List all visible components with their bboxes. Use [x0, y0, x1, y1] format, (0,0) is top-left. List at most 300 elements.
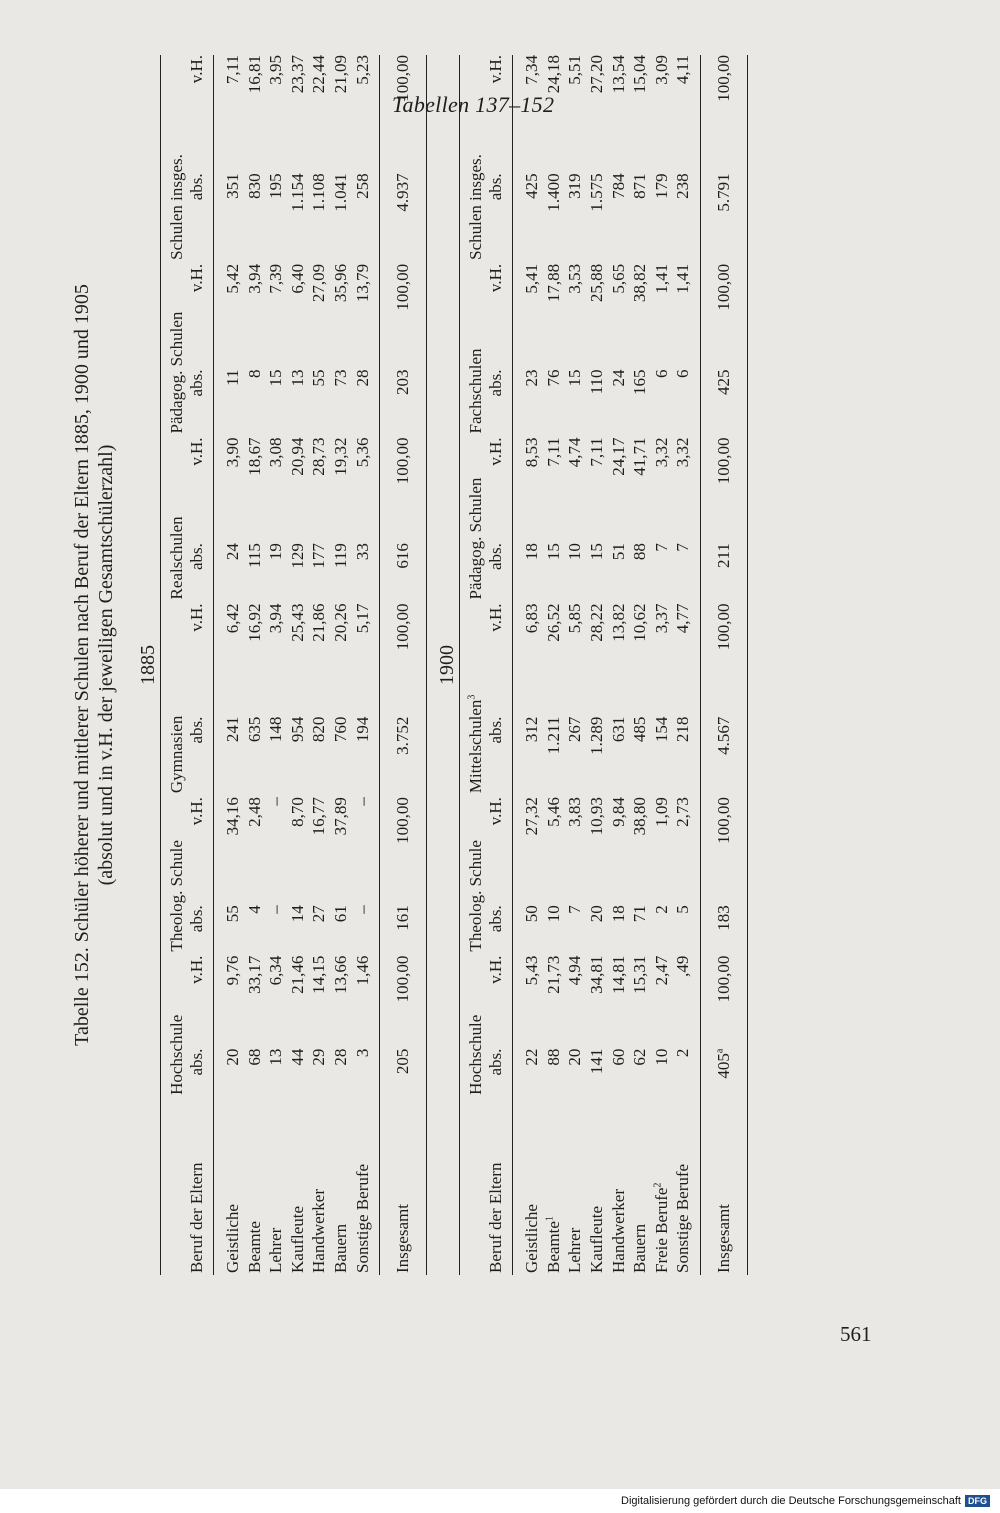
- table-cell: 141: [586, 1048, 606, 1075]
- table-cell: 8,70: [287, 797, 307, 827]
- total-value: 100,00: [713, 603, 733, 651]
- total-value: 5.791: [713, 173, 733, 212]
- total-cell: [380, 717, 427, 797]
- table-cell: 13: [266, 1048, 286, 1066]
- row-label: [265, 1099, 287, 1275]
- table-cell: 3,37: [651, 603, 671, 634]
- table-cell: 76: [543, 369, 563, 387]
- row-label-text: Lehrer: [266, 1227, 286, 1273]
- column-group-header: [460, 264, 487, 438]
- total-value: 100,00: [393, 797, 413, 844]
- table-cell: 2: [651, 905, 671, 914]
- table-cell: 16,77: [309, 797, 329, 836]
- table-cell: 1,46: [352, 955, 372, 986]
- table-cell: 71: [630, 905, 650, 923]
- row-label-text: Kaufleute: [287, 1205, 307, 1273]
- table-row: [265, 55, 287, 1275]
- row-label: [308, 1099, 330, 1275]
- row-label: [543, 1099, 565, 1275]
- table-cell: 68: [244, 1048, 264, 1066]
- table-cell: 23,37: [287, 55, 307, 94]
- table-cell: 41,71: [630, 437, 650, 476]
- table-cell: 22,44: [309, 55, 329, 94]
- table-cell: 21,86: [309, 603, 329, 642]
- table-cell: 11: [223, 369, 242, 386]
- column-subheader-abs: abs.: [486, 905, 513, 955]
- table-cell: 28,73: [309, 437, 329, 476]
- table-cell: 20: [223, 1048, 242, 1066]
- table-row: [244, 55, 266, 1275]
- table-cell: 16,92: [244, 603, 264, 642]
- column-header-beruf: Beruf der Eltern: [460, 1099, 513, 1275]
- total-value: 3.752: [393, 716, 413, 755]
- dfg-logo: DFG: [965, 1495, 990, 1507]
- column-group-label: Hochschule: [466, 1014, 486, 1095]
- column-subheader-vh: v.H.: [486, 264, 513, 370]
- table-cell: 115: [244, 543, 264, 568]
- table-cell: 3,32: [651, 437, 671, 468]
- footnote-marker: a: [714, 1048, 726, 1054]
- table-cell: 24,18: [543, 55, 563, 94]
- row-label: [244, 1099, 266, 1275]
- row-label: [672, 1099, 700, 1275]
- total-cell: [700, 543, 747, 603]
- footnote-marker: 1: [544, 1216, 556, 1222]
- total-value: 100,00: [393, 263, 413, 311]
- table-row: [543, 55, 565, 1275]
- table-cell: 27,32: [522, 797, 542, 836]
- row-label: [608, 1099, 630, 1275]
- table-cell: 4,94: [565, 955, 585, 986]
- row-label-text: Lehrer: [565, 1227, 585, 1273]
- total-cell: [380, 603, 427, 716]
- table-cell: 5,51: [565, 55, 585, 85]
- table-row: [651, 55, 673, 1275]
- column-group-header: [161, 956, 188, 1099]
- table-cell: 10: [565, 543, 585, 561]
- table-cell: 8: [244, 369, 264, 379]
- table-cell: 319: [565, 173, 585, 199]
- table-cell: 6,83: [522, 603, 542, 634]
- total-cell: [700, 55, 747, 173]
- table-cell: 425: [522, 173, 542, 199]
- column-subheader-vh: v.H.: [187, 956, 214, 1049]
- column-subheader-vh: v.H.: [486, 603, 513, 716]
- year-heading-1885: 1885: [137, 645, 159, 685]
- table-cell: 1.108: [309, 173, 329, 212]
- table-cell: 44: [287, 1048, 307, 1066]
- table-cell: 485: [630, 716, 650, 743]
- table-cell: 13,82: [608, 603, 628, 642]
- table-row: [586, 55, 608, 1275]
- total-cell: [380, 55, 427, 173]
- table-cell: 5,23: [352, 55, 372, 85]
- row-label-text: Geistliche: [522, 1204, 542, 1273]
- table-cell: 37,89: [330, 797, 350, 836]
- table-total: [700, 55, 747, 1275]
- table-cell: 28: [330, 1048, 350, 1066]
- table-cell: 2,73: [673, 797, 693, 827]
- total-cell: [700, 370, 747, 438]
- row-label-text: Handwerker: [309, 1188, 329, 1273]
- table-cell: 10,62: [630, 603, 650, 642]
- column-subheader-vh: v.H.: [486, 55, 513, 173]
- column-group-header: [460, 437, 487, 603]
- table-cell: 218: [673, 716, 693, 743]
- table-cell: 3,83: [565, 797, 585, 827]
- table-cell: 24: [608, 369, 628, 387]
- table-cell: 7,11: [223, 55, 242, 85]
- table-cell: 3,90: [223, 437, 242, 468]
- row-label-text: Sonstige Berufe: [352, 1163, 372, 1273]
- row-label-text: Geistliche: [223, 1204, 242, 1273]
- column-group-label: Mittelschulen: [466, 699, 486, 794]
- table-cell: 6: [673, 369, 693, 379]
- header-row-groups: [161, 55, 188, 1275]
- total-value: 100,00: [713, 437, 733, 485]
- column-group-header: [460, 603, 487, 797]
- table-cell: 35,96: [330, 263, 350, 303]
- table-row: [308, 55, 330, 1275]
- running-head: Tabellen 137–152: [392, 92, 555, 117]
- table-cell: 27,20: [586, 55, 606, 94]
- total-cell: [380, 173, 427, 264]
- table-cell: 194: [352, 716, 372, 743]
- column-subheader-abs: abs.: [486, 717, 513, 797]
- table-cell: 15,04: [630, 55, 650, 94]
- column-subheader-vh: v.H.: [187, 437, 214, 543]
- total-value: 425: [713, 369, 733, 396]
- column-subheader-abs: abs.: [486, 370, 513, 438]
- footnote-marker: 3: [466, 694, 478, 700]
- table-cell: 25,88: [586, 263, 606, 303]
- table-cell: 2: [673, 1048, 693, 1058]
- table-cell: 33: [352, 543, 372, 561]
- column-subheader-abs: abs.: [187, 173, 214, 264]
- column-subheader-vh: v.H.: [187, 55, 214, 173]
- table-cell: 3: [352, 1048, 372, 1058]
- table-cell: 62: [630, 1048, 650, 1066]
- table-row: [287, 55, 309, 1275]
- column-subheader-abs: abs.: [187, 1049, 214, 1099]
- table-cell: 28: [352, 369, 372, 387]
- row-label: [287, 1099, 309, 1275]
- table-cell: 5,65: [608, 263, 628, 294]
- column-subheader-abs: abs.: [486, 1049, 513, 1099]
- table-cell: 21,73: [543, 955, 563, 994]
- column-subheader-vh: v.H.: [187, 797, 214, 905]
- table-cell: 18,67: [244, 437, 264, 476]
- table-cell: ,49: [673, 955, 693, 977]
- table-cell: 195: [266, 173, 286, 199]
- table-cell: 1.575: [586, 173, 606, 212]
- row-label: Insgesamt: [700, 1099, 747, 1275]
- table-cell: 4,77: [673, 603, 693, 634]
- table-row: [352, 55, 380, 1275]
- table-cell: 5: [673, 905, 693, 914]
- table-cell: 3,32: [673, 437, 693, 468]
- table-cell: 34,16: [223, 797, 242, 836]
- table-cell: 19: [266, 543, 286, 561]
- table-cell: 1,41: [651, 263, 671, 294]
- digitization-footer: [0, 1489, 1000, 1513]
- total-value: 100,00: [393, 603, 413, 651]
- table-cell: 784: [608, 173, 628, 199]
- table-cell: 34,81: [586, 955, 606, 994]
- table-cell: 830: [244, 173, 264, 199]
- table-subtitle: (absolut und in v.H. der jeweiligen Gesamtschülerzahl): [95, 444, 117, 886]
- row-label: [651, 1099, 673, 1275]
- table-cell: 20: [565, 1048, 585, 1066]
- table-cell: 15: [266, 369, 286, 387]
- row-label-text: Bauern: [330, 1223, 350, 1273]
- table-cell: 7: [651, 543, 671, 552]
- table-cell: 7,11: [543, 437, 563, 467]
- column-group-label: Gymnasien: [167, 715, 186, 794]
- table-cell: 154: [651, 716, 671, 743]
- total-value: 4.937: [393, 173, 413, 212]
- table-cell: 4,74: [565, 437, 585, 468]
- column-header-beruf: Beruf der Eltern: [161, 1099, 214, 1275]
- table-cell: 20,94: [287, 437, 307, 476]
- column-group-header: [161, 603, 188, 797]
- total-cell: [700, 173, 747, 264]
- table-cell: 3,53: [565, 263, 585, 294]
- header-row-units: [486, 55, 513, 1275]
- total-value: 405: [713, 1053, 733, 1079]
- table-cell: 4: [244, 905, 264, 914]
- row-label-text: Freie Berufe: [651, 1187, 671, 1273]
- table-cell: 351: [223, 173, 242, 199]
- table-cell: 110: [586, 369, 606, 395]
- row-label-text: Beamte: [244, 1221, 264, 1273]
- table-cell: 19,32: [330, 437, 350, 476]
- table-cell: 55: [309, 369, 329, 387]
- total-value: 203: [393, 369, 413, 396]
- total-cell: [380, 543, 427, 603]
- table-cell: 119: [330, 543, 350, 568]
- table-cell: 10: [543, 905, 563, 923]
- table-cell: 14,81: [608, 955, 628, 994]
- row-label: [513, 1099, 543, 1275]
- total-row: [700, 55, 747, 1275]
- total-cell: [380, 797, 427, 905]
- total-cell: [380, 437, 427, 543]
- table-cell: 1.154: [287, 173, 307, 212]
- total-cell: [700, 956, 747, 1049]
- table-cell: –: [266, 797, 286, 806]
- table-cell: 312: [522, 716, 542, 743]
- table-body: [513, 55, 701, 1275]
- table-cell: 60: [608, 1048, 628, 1066]
- table-row: [330, 55, 352, 1275]
- table-cell: 51: [608, 543, 628, 561]
- table-cell: 55: [223, 905, 242, 923]
- table-cell: 26,52: [543, 603, 563, 642]
- table-cell: 15,31: [630, 955, 650, 994]
- column-group-label: Realschulen: [167, 516, 186, 600]
- table-cell: 3,95: [266, 55, 286, 85]
- table-cell: 871: [630, 173, 650, 199]
- table-cell: –: [266, 905, 286, 914]
- total-cell: [380, 370, 427, 438]
- table-cell: 21,46: [287, 955, 307, 994]
- table-row: [564, 55, 586, 1275]
- total-cell: [700, 717, 747, 797]
- table-row: [608, 55, 630, 1275]
- table-cell: 18: [608, 905, 628, 923]
- table-cell: 27: [309, 905, 329, 923]
- table-cell: 1,41: [673, 263, 693, 294]
- total-cell: [700, 603, 747, 716]
- total-value: 161: [393, 905, 413, 931]
- table-cell: 25,43: [287, 603, 307, 642]
- table-cell: 33,17: [244, 955, 264, 994]
- table-cell: 13,79: [352, 263, 372, 303]
- table-cell: 267: [565, 716, 585, 743]
- table-cell: 8,53: [522, 437, 542, 468]
- row-label: Insgesamt: [380, 1099, 427, 1275]
- table-cell: 20: [586, 905, 606, 923]
- table-title: Tabelle 152. Schüler höherer und mittlerer Schulen nach Beruf der Eltern 1885, 1900 und 1905: [71, 284, 93, 1046]
- total-value: 616: [393, 543, 413, 569]
- table-1885: [160, 55, 427, 1275]
- table-cell: 1.289: [586, 716, 606, 755]
- table-cell: 3,08: [266, 437, 286, 468]
- table-cell: 38,80: [630, 797, 650, 836]
- row-label: [352, 1099, 380, 1275]
- column-group-label: Schulen insges.: [466, 154, 486, 260]
- column-subheader-abs: abs.: [187, 905, 214, 955]
- table-cell: 2,47: [651, 955, 671, 986]
- total-cell: [380, 956, 427, 1049]
- row-label-text: Handwerker: [608, 1188, 628, 1273]
- table-cell: 50: [522, 905, 542, 923]
- table-cell: 88: [543, 1048, 563, 1066]
- total-cell: [380, 264, 427, 370]
- row-label-text: Bauern: [630, 1223, 650, 1273]
- table-cell: 165: [630, 369, 650, 396]
- column-subheader-vh: v.H.: [486, 956, 513, 1049]
- table-cell: 258: [352, 173, 372, 199]
- column-subheader-abs: abs.: [486, 173, 513, 264]
- table-cell: 7,11: [586, 437, 606, 467]
- column-group-header: [460, 956, 487, 1099]
- table-cell: 18: [522, 543, 542, 561]
- column-group-label: Pädagog. Schulen: [466, 477, 486, 600]
- table-cell: 6: [651, 369, 671, 379]
- column-group-header: [161, 55, 188, 264]
- row-label-text: Sonstige Berufe: [673, 1163, 693, 1273]
- table-cell: 13,66: [330, 955, 350, 994]
- column-subheader-vh: v.H.: [486, 437, 513, 543]
- table-cell: 20,26: [330, 603, 350, 642]
- column-subheader-abs: abs.: [187, 543, 214, 603]
- column-subheader-abs: abs.: [486, 543, 513, 603]
- total-cell: [380, 1049, 427, 1099]
- table-cell: 3,94: [266, 603, 286, 634]
- column-group-label: Schulen insges.: [167, 154, 186, 260]
- table-cell: 238: [673, 173, 693, 199]
- table-cell: 15: [586, 543, 606, 561]
- column-subheader-vh: v.H.: [187, 264, 214, 370]
- column-group-header: [161, 437, 188, 603]
- table-cell: 13,54: [608, 55, 628, 94]
- column-group-label: Theolog. Schule: [167, 840, 186, 952]
- table-cell: 5,17: [352, 603, 372, 634]
- column-group-header: [161, 264, 188, 438]
- table-cell: 10: [651, 1048, 671, 1066]
- table-header: [161, 55, 214, 1275]
- total-value: 211: [713, 543, 733, 568]
- table-cell: 7,39: [266, 263, 286, 294]
- table-cell: 1.400: [543, 173, 563, 212]
- table-cell: 23: [522, 369, 542, 387]
- table-cell: 2,48: [244, 797, 264, 827]
- table-cell: 3,94: [244, 263, 264, 294]
- table-cell: 88: [630, 543, 650, 561]
- table-cell: 61: [330, 905, 350, 923]
- column-group-label: Fachschulen: [466, 348, 486, 434]
- table-cell: 631: [608, 716, 628, 743]
- header-row-units: [187, 55, 214, 1275]
- row-label-text: Kaufleute: [586, 1205, 606, 1273]
- table-cell: –: [352, 905, 372, 914]
- row-label: [214, 1099, 244, 1275]
- table-cell: 5,85: [565, 603, 585, 634]
- table-cell: 9,84: [608, 797, 628, 827]
- table-cell: 15: [565, 369, 585, 387]
- table-cell: 179: [651, 173, 671, 199]
- table-total: [380, 55, 427, 1275]
- table-row: [214, 55, 244, 1275]
- table-cell: 1.041: [330, 173, 350, 212]
- table-cell: 16,81: [244, 55, 264, 94]
- table-cell: 7,34: [522, 55, 542, 85]
- table-cell: 760: [330, 716, 350, 743]
- page-number: 561: [840, 1322, 872, 1346]
- table-1900: [459, 55, 748, 1275]
- table-cell: 5,41: [522, 263, 542, 294]
- table-cell: 22: [522, 1048, 542, 1066]
- column-subheader-abs: abs.: [187, 370, 214, 438]
- table-cell: 1,09: [651, 797, 671, 827]
- table-header: [460, 55, 513, 1275]
- column-subheader-vh: v.H.: [486, 797, 513, 905]
- column-group-label: Pädagog. Schulen: [167, 311, 186, 434]
- table-cell: 38,82: [630, 263, 650, 303]
- table-cell: 5,43: [522, 955, 542, 986]
- table-cell: 15: [543, 543, 563, 561]
- total-cell: [700, 264, 747, 370]
- table-cell: 24: [223, 543, 242, 561]
- column-group-label: Theolog. Schule: [466, 840, 486, 952]
- table-cell: 5,36: [352, 437, 372, 468]
- table-cell: 6,40: [287, 263, 307, 294]
- table-cell: 21,09: [330, 55, 350, 94]
- table-cell: 6,34: [266, 955, 286, 986]
- table-cell: 3,09: [651, 55, 671, 85]
- column-subheader-abs: abs.: [187, 717, 214, 797]
- year-heading-1900: 1900: [436, 645, 459, 685]
- table-cell: 4,11: [673, 55, 693, 85]
- row-label: [629, 1099, 651, 1275]
- table-cell: 14: [287, 905, 307, 923]
- table-cell: 1.211: [543, 716, 563, 755]
- total-value: 100,00: [713, 55, 733, 102]
- total-value: 100,00: [713, 955, 733, 1003]
- table-cell: –: [352, 797, 372, 806]
